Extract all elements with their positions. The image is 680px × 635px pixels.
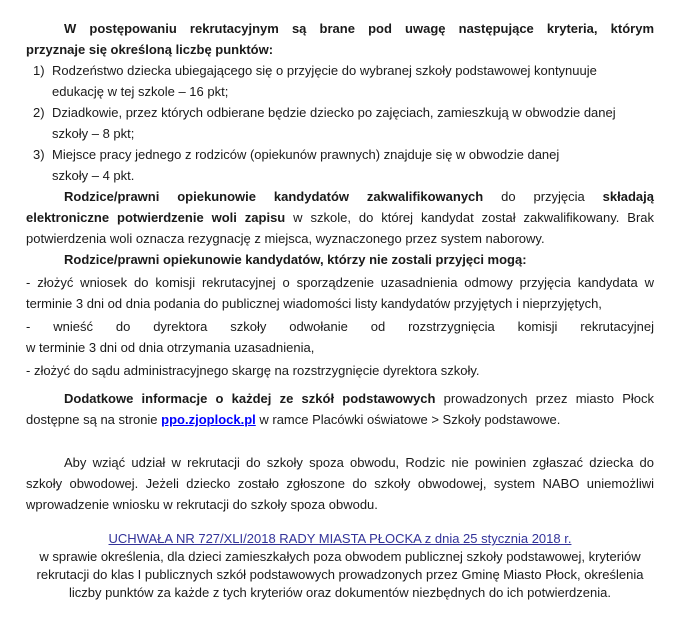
intro-line: przyznaje się określoną liczbę punktów: xyxy=(26,42,274,57)
criteria-item-number: 2) xyxy=(33,105,45,120)
criteria-item-line: Rodzeństwo dziecka ubiegającego się o przyjęcie do wybranej szkoły podstawowej kontynuuje xyxy=(52,63,597,78)
resolution-link[interactable]: UCHWAŁA NR 727/XLI/2018 RADY MIASTA PŁOCKA z dnia 25 stycznia 2018 r. xyxy=(108,531,572,546)
appeal-option-1: - złożyć wniosek do komisji rekrutacyjnej o sporządzenie uzasadnienia odmowy przyjęcia kandydata w terminie 3 dni od dnia podania do publicznej wiadomości listy kandydatów przyjętych i nieprzyjętych, xyxy=(26,275,654,311)
criteria-item-number: 1) xyxy=(33,63,45,78)
criteria-item-line: szkoły – 8 pkt; xyxy=(52,126,135,141)
appeal-option-2-line: w terminie 3 dni od dnia otrzymania uzasadnienia, xyxy=(26,340,315,355)
appeal-option-2 xyxy=(26,316,654,358)
confirmation-text-1: do przyjęcia xyxy=(483,189,603,204)
additional-info-paragraph xyxy=(26,388,654,430)
intro-line: W postępowaniu rekrutacyjnym są brane pod uwagę następujące kryteria, którym xyxy=(64,21,654,36)
confirmation-paragraph xyxy=(26,186,654,249)
additional-info-text-2: w ramce Placówki oświatowe > Szkoły podstawowe. xyxy=(255,412,561,427)
resolution-description: w sprawie określenia, dla dzieci zamieszkałych poza obwodem publicznej szkoły podstawowej, kryteriów rekrutacji do klas I publicznych szkół podstawowych prowadzonych przez Gminę Miasto Płock, określenia liczby punktów za każde z tych kryteriów oraz dokumentów niezbędnych do ich potwierdzenia. xyxy=(36,549,644,600)
criteria-item-line: Dziadkowie, przez których odbierane będzie dziecko po zajęciach, zamieszkują w obwodzie danej xyxy=(52,105,616,120)
criteria-item-number: 3) xyxy=(33,147,45,162)
resolution-section xyxy=(26,530,654,602)
criteria-item xyxy=(26,102,654,144)
confirmation-text-2: w szkole, do której kandydat został zakwalifikowany. Brak potwierdzenia woli oznacza rezygnację z miejsca, wyznaczonego przez system naborowy. xyxy=(26,210,654,246)
out-of-district-paragraph: Aby wziąć udział w rekrutacji do szkoły spoza obwodu, Rodzic nie powinien zgłaszać dziecka do szkoły obwodowej. Jeżeli dziecko zostało zgłoszone do szkoły obwodowej, system NABO uniemożliwi wprowadzenie wniosku w rekrutacji do szkoły spoza obwodu. xyxy=(26,455,654,512)
criteria-item-text xyxy=(52,144,654,186)
not-accepted-heading: Rodzice/prawni opiekunowie kandydatów, którzy nie zostali przyjęci mogą: xyxy=(64,252,527,267)
criteria-list xyxy=(26,60,654,186)
additional-info-text-1: prowadzonych przez miasto Płock dostępne są na stronie xyxy=(26,391,654,427)
appeal-option-2-line: - wnieść do dyrektora szkoły odwołanie od rozstrzygnięcia komisji rekrutacyjnej xyxy=(26,319,654,334)
resolution-link-row xyxy=(26,530,654,548)
intro-paragraph xyxy=(26,18,654,60)
criteria-item xyxy=(26,144,654,186)
criteria-item-line: edukację w tej szkole – 16 pkt; xyxy=(52,84,229,99)
criteria-item-line: Miejsce pracy jednego z rodziców (opiekunów prawnych) znajduje się w obwodzie danej xyxy=(52,147,560,162)
criteria-item-text xyxy=(52,60,654,102)
additional-info-bold: Dodatkowe informacje o każdej ze szkół podstawowych xyxy=(64,391,436,406)
criteria-item-line: szkoły – 4 pkt. xyxy=(52,168,135,183)
criteria-item-text xyxy=(52,102,654,144)
confirmation-bold-1: Rodzice/prawni opiekunowie kandydatów zakwalifikowanych xyxy=(64,189,484,204)
appeal-option-3: - złożyć do sądu administracyjnego skargę na rozstrzygnięcie dyrektora szkoły. xyxy=(26,363,480,378)
criteria-item xyxy=(26,60,654,102)
confirmation-bold-2: składają elektroniczne potwierdzenie woli zapisu xyxy=(26,189,654,225)
ppo-link[interactable]: ppo.zjoplock.pl xyxy=(161,412,256,427)
